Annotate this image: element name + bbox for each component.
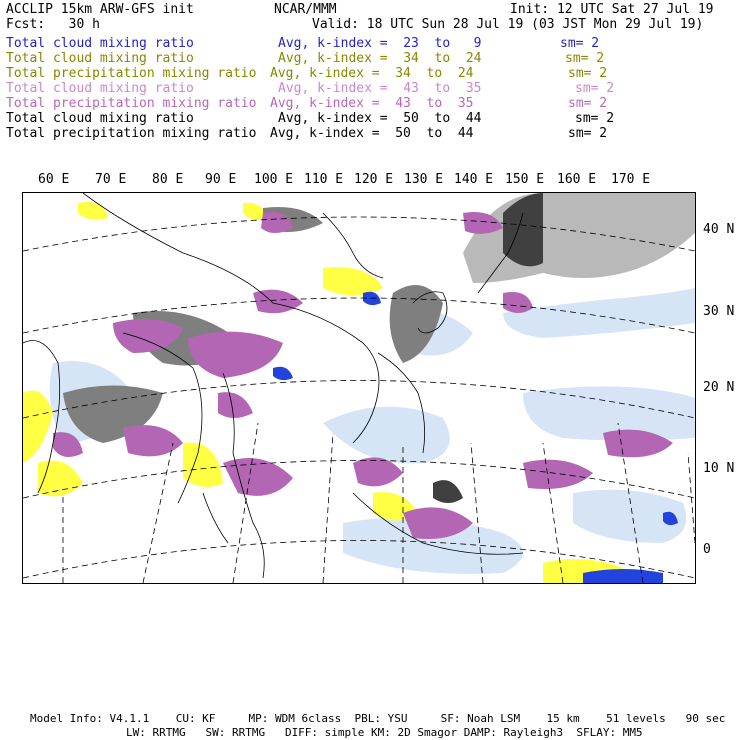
lon-label: 140 E xyxy=(454,172,494,187)
lon-label: 70 E xyxy=(95,172,127,187)
lon-label: 60 E xyxy=(38,172,70,187)
legend-field: Total precipitation mixing ratio xyxy=(6,66,257,81)
lon-label: 100 E xyxy=(254,172,294,187)
legend-avg: Avg, k-index = 23 to 9 xyxy=(278,36,482,51)
legend-sm: sm= 2 xyxy=(575,111,615,126)
lat-label: 30 N xyxy=(703,304,735,319)
lon-label: 150 E xyxy=(505,172,545,187)
legend-field: Total cloud mixing ratio xyxy=(6,81,194,96)
legend-row xyxy=(0,36,740,51)
lon-label: 120 E xyxy=(354,172,394,187)
legend-sm: sm= 2 xyxy=(565,51,605,66)
legend-avg: Avg, k-index = 34 to 24 xyxy=(278,51,482,66)
legend-row xyxy=(0,51,740,66)
legend-sm: sm= 2 xyxy=(568,96,608,111)
legend-field: Total precipitation mixing ratio xyxy=(6,126,257,141)
center-label: NCAR/MMM xyxy=(274,2,337,17)
legend-avg: Avg, k-index = 43 to 35 xyxy=(278,81,482,96)
lat-label: 10 N xyxy=(703,461,735,476)
legend-field: Total precipitation mixing ratio xyxy=(6,96,257,111)
legend-avg: Avg, k-index = 43 to 35 xyxy=(270,96,474,111)
footer-model-info: Model Info: V4.1.1 CU: KF MP: WDM 6class PBL: YSU SF: Noah LSM 15 km 51 levels 90 sec xyxy=(30,712,726,725)
legend-row xyxy=(0,111,740,126)
legend-row xyxy=(0,81,740,96)
lat-label: 40 N xyxy=(703,222,735,237)
footer-physics: LW: RRTMG SW: RRTMG DIFF: simple KM: 2D Smagor DAMP: Rayleigh3 SFLAY: MM5 xyxy=(126,726,643,739)
legend-avg: Avg, k-index = 34 to 24 xyxy=(270,66,474,81)
legend-row xyxy=(0,126,740,141)
map-canvas xyxy=(23,193,695,583)
legend-field: Total cloud mixing ratio xyxy=(6,111,194,126)
legend-row xyxy=(0,66,740,81)
legend-sm: sm= 2 xyxy=(560,36,600,51)
lon-label: 160 E xyxy=(557,172,597,187)
lon-label: 130 E xyxy=(404,172,444,187)
legend-sm: sm= 2 xyxy=(575,81,615,96)
legend-sm: sm= 2 xyxy=(568,126,608,141)
legend-field: Total cloud mixing ratio xyxy=(6,51,194,66)
lon-label: 110 E xyxy=(304,172,344,187)
model-title: ACCLIP 15km ARW-GFS init xyxy=(6,2,194,17)
map-panel xyxy=(22,192,696,584)
lat-label: 20 N xyxy=(703,380,735,395)
init-time: Init: 12 UTC Sat 27 Jul 19 xyxy=(510,2,714,17)
legend-field: Total cloud mixing ratio xyxy=(6,36,194,51)
legend-avg: Avg, k-index = 50 to 44 xyxy=(278,111,482,126)
legend-avg: Avg, k-index = 50 to 44 xyxy=(270,126,474,141)
lon-label: 90 E xyxy=(205,172,237,187)
valid-time: Valid: 18 UTC Sun 28 Jul 19 (03 JST Mon 29 Jul 19) xyxy=(312,17,704,32)
legend-sm: sm= 2 xyxy=(568,66,608,81)
legend-row xyxy=(0,96,740,111)
lon-label: 170 E xyxy=(611,172,651,187)
lat-label: 0 xyxy=(703,542,711,557)
forecast-hour: Fcst: 30 h xyxy=(6,17,100,32)
lon-label: 80 E xyxy=(152,172,184,187)
